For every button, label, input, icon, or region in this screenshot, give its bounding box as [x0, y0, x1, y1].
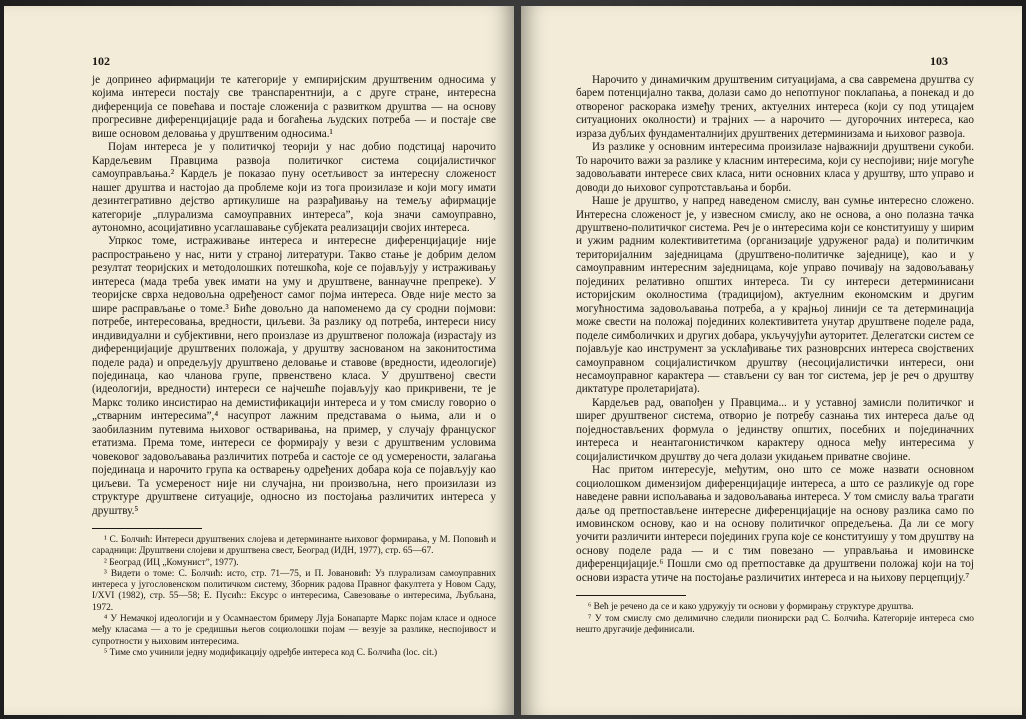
footnote: ⁶ Већ је речено да се и како удружују ти основи у формирању структуре друштва. [588, 602, 914, 613]
footnotes [576, 602, 974, 636]
right-page [521, 6, 1022, 715]
footnote: ⁴ У Немачкој идеологији и у Осамнаестом бримеру Луја Бонапарте Маркс појам класе и односе међу класама — а то је средишњи његов социолошки појам — везује за разлике, неспојивост и супротности у њиховим интересима. [92, 614, 496, 647]
footnote: ⁵ Тиме смо учинили једну модификацију одређбе интереса код С. Болчића (loc. cit.) [104, 647, 438, 658]
footnote-rule [92, 528, 202, 529]
page-number: 102 [92, 54, 110, 68]
left-page-body [92, 74, 496, 659]
footnote: ⁷ У том смислу смо делимично следили пионирски рад С. Болчића. Категорије интереса смо нешто другачије дефинисали. [576, 613, 974, 635]
paragraph: је допринео афирмацији те категорије у емпиријским друштвеним односима у којима интереси постају све транспарентнији, а с друге стране, интересна диференција се повећава и постаје сложенија с развитком друштва — на основу прогресивне диференцијације рада и богаћења људских потреба — и постаје све више основом деловања у друштвеним односима.¹ [92, 74, 496, 140]
paragraph: Упркос томе, истраживање интереса и интересне диференцијације није распрострањено у нас, нити у страној литератури. Такво стање је добрим делом резултат теоријских и методолошких потешкоћа, које се појављују у истраживању интереса (мада треба увек имати на уму и друштвене, ваннаучне препреке). У теоријске сврха недовољна одређеност самог појма интереса. Овде није место за шире расправљање о томе.³ Биће довољно да напоменемо да су сродни појмови: потребе, интересовања, вредности, циљеви. За разлику од потреба, интереси нису индивидуални и субјективни, него произлазе из друштвеног положаја (израстају из диференцијације друштвених положаја, у друштву заснованом на законитостима поделе рада) и опредељују друштвено деловање и ставове (вредности, идеологије) појединаца, као чланова групе, првенствено класа. У друштвеној свести (идеологији, вредности) интереси се најчешће појављују као прикривени, те је Маркс толико инсистирао на демистификацији интереса и у том смислу говорио о „стварним интересима”,⁴ насупрот лажним представама о њима, али и о заобилазним путевима њиховог остваривања, на пример, у случају француског етатизма. Према томе, интереси се формирају у вези с друштвеним условима човековог задовољавања различитих потреба и састоје се од усмерености, залагања појединаца и нарочито група ка остварењу одређених добара која се појављују као циљеви. Та усмереност није ни случајна, ни произвољна, него произилази из структуре друштвене ситуације, односно из постојања различитих интереса у друштву.⁵ [92, 235, 496, 517]
footnotes [92, 535, 496, 659]
paragraph: Нас притом интересује, међутим, оно што се може назвати основном социолошком димензијом диференцијације интереса, а што се разликује од горе наведене равни испољавања и задовољавања интереса. У том смислу ваља трагати даље од претпостављене интересне диференцијације на основу разлика само по имовинском основу, као и на основу политичког опредељења. Да ли се могу уочити различити интереси појединих група које се конституишу у том друштву на основу поделе рада — и с тим повезано — управљања и имовинске диференцијације.⁶ Пошли смо од претпоставке да друштвени положај који на тој основи израста утиче на постојање различитих интереса и на њихову перцепцију.⁷ [576, 464, 974, 584]
paragraph: Наше је друштво, у напред наведеном смислу, ван сумње интересно сложено. Интересна сложеност је, у извесном смислу, ако не основа, а оно полазна тачка друштвено-политичког система. Реч је о интересима који се конституишу у ширим и ужим радним колективитетима (организације удруженог рада) и политичким територијалним заједницама (друштвено-политичке заједнице), као и у самоуправним интересним заједницама, које управо почивају на задовољавању појединих релативно општих интереса. Ти су интереси детерминисани историјским околностима (традицијом), актуелним економским и другим могућностима задовољавања потреба, а у крајњој линији се та детерминација може свести на положај појединих колективитета унутар друштвене поделе рада, поделе симболичких и других добара, укључујући ауторитет. Делегатски систем се појављује као инструмент за усклађивање тих разноврсних интереса својствених самоуправном социјалистичком друштву (несоцијалистички интереси, они несамоуправног карактера — стављени су ван тог система, јер је реч о друштву диктатуре пролетаријата). [576, 195, 974, 396]
footnote: ¹ С. Болчић: Интереси друштвених слојева и детерминанте њиховог формирања, у М. Поповић и сарадници: Друштвени слојеви и друштвена свест, Београд (ИДН, 1977), стр. 65—67. [92, 534, 496, 557]
footnote: ² Београд (ИЦ „Комунист”, 1977). [104, 557, 239, 568]
paragraph: Кардељев рад, овапођен у Правцима... и у уставној замисли политичког и ширег друштвеног система, отворио је потребу сазнања тих интереса даље од поједностављених формула о јединству општих, посебних и појединачних интереса и неантагонистичком карактеру односа међу интересима у социјалистичком друштву до чега долази укидањем приватне својине. [576, 396, 974, 463]
left-page [4, 6, 514, 715]
footnote: ³ Видети о томе: С. Болчић: исто, стр. 71—75, и П. Јовановић: Уз плурализам самоуправних интереса у југословенском политичком систему, Зборник радова Правног факултета у Новом Саду, I/XVI (1982), стр. 55—58; Е. Пусић:: Ексурс о интересима, Савезовање о интересима, Љубљана, 1972. [92, 568, 496, 613]
right-page-body [576, 74, 974, 636]
paragraph: Појам интереса је у политичкој теорији у нас добио подстицај нарочито Кардељевим Правцима развоја политичког система социјалистичког самоуправљања.² Кардељ је показао пуну осетљивост за интересну сложеност нашег друштва и настојао да проблеме који из тога произилазе и који могу имати дезинтегративно дејство артикулише на разрађивању на темељу афирмације категорије „плурализма самоуправних интереса”, која значи самоуправно, аутономно, асоцијативно усаглашавање субјеката реализацији својих интереса. [92, 141, 496, 234]
paragraph: Из разлике у основним интересима произилазе најважнији друштвени сукоби. То нарочито важи за разлике у класним интересима, који су неспојиви; није могуће задовољавати интересе свих класа, нити основних класа у друштву, што управо и доводи до њиховог супротстављања и борби. [576, 141, 974, 194]
page-number: 103 [930, 54, 948, 68]
paragraph: Нарочито у динамичким друштвеним ситуацијама, а сва савремена друштва су барем потенцијално таква, долази само до непотпуног поклапања, а понекад и до отвореног раскорака између трених, актуелних интереса (који су под утицајем ситуационих околности) и трајних — а нарочито — дугорочних интереса, као израза дубљих фундаменталнијих друштвених детерминизама и њиховог развоја. [576, 74, 974, 140]
footnote-rule [576, 595, 686, 596]
